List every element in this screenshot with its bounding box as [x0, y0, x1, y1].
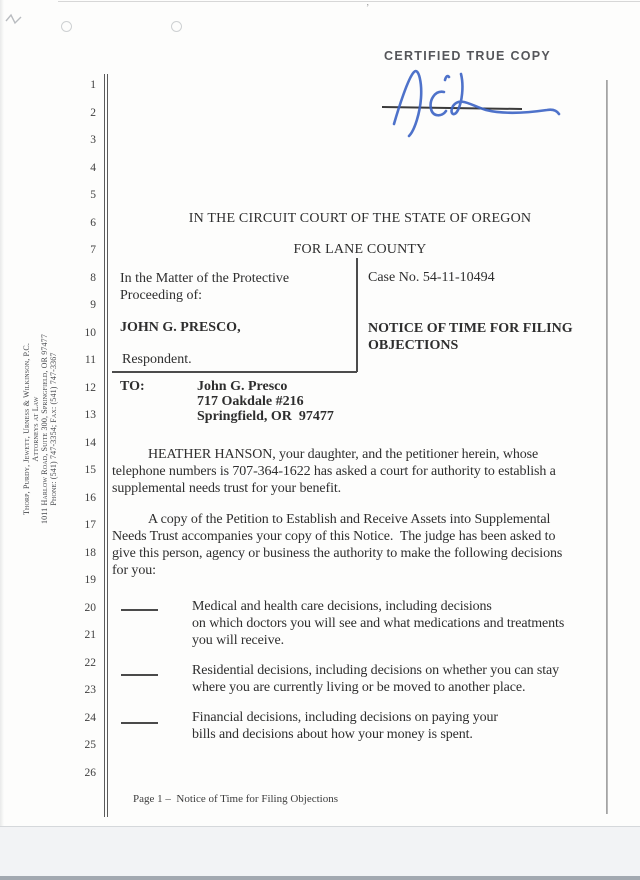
staple-mark — [61, 21, 72, 32]
letterhead-line: Phone: (541) 747-3354; Fax: (541) 747-3367 — [49, 352, 58, 506]
line-number: 12 — [84, 381, 96, 394]
line-number: 7 — [90, 244, 96, 256]
line-number: 14 — [84, 436, 96, 449]
paragraph-line: A copy of the Petition to Establish and Receive Assets into Supplemental — [148, 512, 551, 527]
line-number: 19 — [84, 574, 96, 586]
decision-item-medical — [192, 598, 612, 649]
line-number: 1 — [90, 79, 96, 91]
decision-line: where you are currently living or be moved to another place. — [192, 680, 526, 695]
scan-top-edge — [58, 1, 640, 2]
party-role: Respondent. — [122, 352, 192, 367]
line-number: 5 — [90, 189, 96, 201]
address-line: Springfield, OR 97477 — [197, 409, 334, 424]
decision-line: you will receive. — [192, 633, 284, 648]
decision-line: Financial decisions, including decisions on paying your — [192, 710, 498, 725]
line-number: 10 — [84, 326, 96, 339]
line-number: 6 — [90, 216, 96, 229]
staple-mark — [171, 21, 182, 32]
paragraph-line: supplemental needs trust for your benefit. — [112, 481, 342, 496]
caption-bottom-line — [112, 371, 357, 373]
pleading-left-double-rule — [104, 74, 108, 817]
scanner-bottom-edge — [0, 876, 640, 880]
line-number: 11 — [84, 354, 96, 366]
decision-item-financial — [192, 709, 612, 743]
line-number: 26 — [84, 766, 96, 779]
certification-signature — [348, 60, 568, 140]
decision-blank-financial — [121, 722, 158, 724]
decision-item-residential — [192, 662, 612, 696]
line-number: 8 — [90, 271, 96, 284]
line-number: 20 — [84, 601, 96, 614]
line-number: 13 — [84, 409, 96, 421]
line-number: 18 — [84, 546, 96, 559]
address-line: John G. Presco — [197, 379, 288, 394]
line-number: 23 — [84, 684, 96, 696]
paragraph-petitioner — [112, 446, 610, 497]
line-number: 2 — [90, 106, 96, 119]
letterhead-line: 1011 Harlow Road, Suite 300, Springfield, OR 97477 — [40, 334, 49, 524]
line-number: 9 — [90, 299, 96, 311]
county-heading: FOR LANE COUNTY — [293, 242, 427, 257]
decision-blank-residential — [121, 674, 158, 676]
decision-line: Medical and health care decisions, including decisions — [192, 599, 492, 614]
caption-matter-line: In the Matter of the Protective — [120, 271, 290, 286]
decision-line: on which doctors you will see and what medications and treatments — [192, 616, 565, 631]
line-number: 3 — [90, 134, 96, 146]
letterhead-line: Thorp, Purdy, Jewett, Urness & Wilkinson, P.C. — [22, 343, 31, 515]
paragraph-petition-copy — [112, 511, 610, 579]
pen-mark — [4, 8, 30, 26]
line-number: 4 — [90, 161, 96, 174]
line-number: 24 — [84, 711, 96, 724]
paragraph-line: HEATHER HANSON, your daughter, and the petitioner herein, whose — [148, 447, 539, 462]
decision-blank-medical — [121, 609, 158, 611]
document-title-line: OBJECTIONS — [368, 338, 459, 353]
decision-line: Residential decisions, including decisions on whether you can stay — [192, 663, 560, 678]
party-name: JOHN G. PRESCO, — [120, 320, 241, 335]
document-title-line: NOTICE OF TIME FOR FILING — [368, 321, 573, 336]
line-number: 16 — [84, 491, 96, 504]
document-title — [368, 320, 573, 354]
ink-speck: ’ — [366, 3, 370, 14]
case-number: Case No. 54-11-10494 — [368, 270, 495, 285]
court-heading: IN THE CIRCUIT COURT OF THE STATE OF OREGON — [188, 211, 532, 226]
signature-stroke — [394, 71, 559, 136]
to-label: TO: — [120, 379, 145, 394]
paragraph-line: Needs Trust accompanies your copy of this Notice. The judge has been asked to — [112, 529, 556, 544]
paragraph-line: give this person, agency or business the authority to make the following decisions — [112, 546, 563, 561]
line-number: 22 — [84, 656, 96, 669]
caption-divider-line — [356, 258, 358, 372]
scanner-background-band — [0, 826, 640, 880]
letterhead-line: Attorneys at Law — [31, 396, 40, 462]
line-number: 15 — [84, 464, 96, 476]
certified-true-copy-stamp: CERTIFIED TRUE COPY — [384, 49, 552, 63]
caption-matter — [120, 270, 289, 304]
line-number: 21 — [84, 629, 96, 641]
address-line: 717 Oakdale #216 — [197, 394, 304, 409]
caption-matter-line: Proceeding of: — [120, 288, 203, 303]
recipient-address — [197, 379, 334, 424]
attorney-letterhead — [22, 281, 58, 577]
paragraph-line: telephone numbers is 707-364-1622 has asked a court for authority to establish a — [112, 464, 556, 479]
page-footer: Page 1 – Notice of Time for Filing Objections — [133, 793, 339, 805]
line-number: 25 — [84, 739, 96, 751]
line-number: 17 — [84, 519, 96, 531]
decision-line: bills and decisions about how your money is spent. — [192, 727, 473, 742]
paragraph-line: for you: — [112, 563, 156, 578]
